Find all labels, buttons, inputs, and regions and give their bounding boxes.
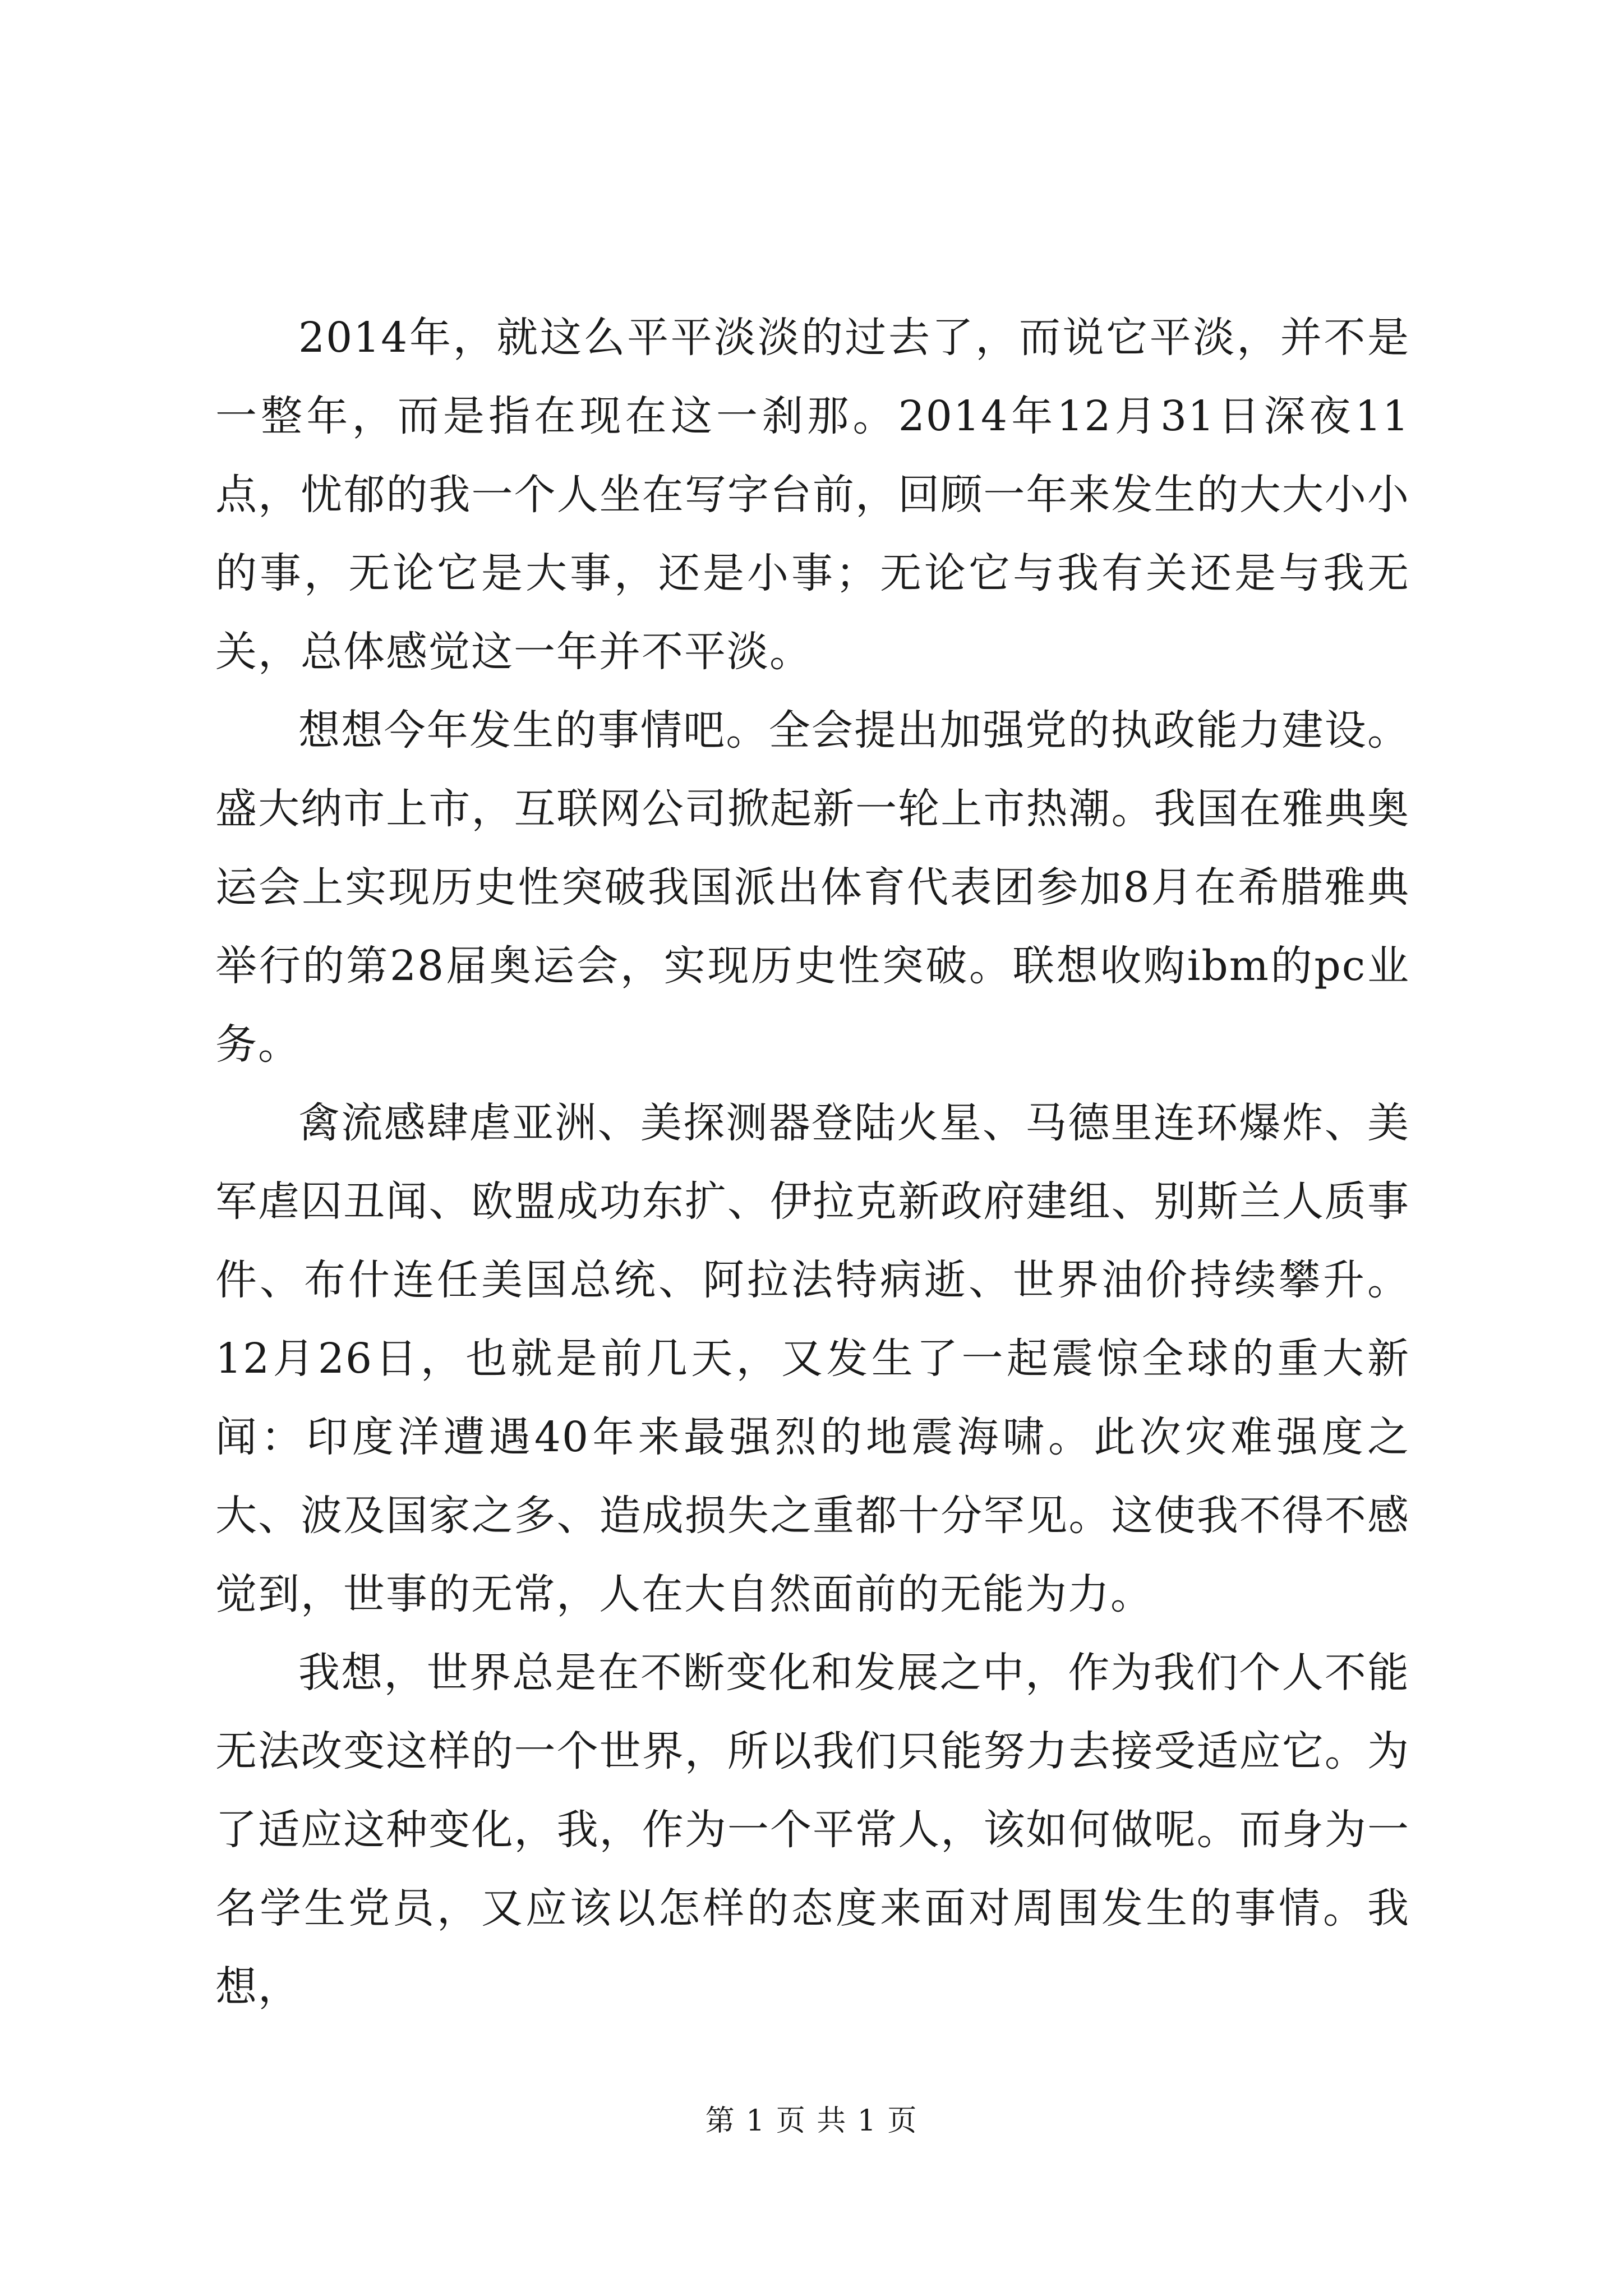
paragraph-1: 2014年，就这么平平淡淡的过去了，而说它平淡，并不是一整年，而是指在现在这一刹那。2014年12月31日深夜11点，忧郁的我一个人坐在写字台前，回顾一年来发生的大大小小的事，无论它是大事，还是小事；无论它与我有关还是与我无关，总体感觉这一年并不平淡。 [215, 314, 1410, 676]
page-footer: 第 1 页 共 1 页 [705, 2104, 918, 2138]
paragraph-4: 我想，世界总是在不断变化和发展之中，作为我们个人不能无法改变这样的一个世界，所以我们只能努力去接受适应它。为了适应这种变化，我，作为一个平常人，该如何做呢。而身为一名学生党员，又应该以怎样的态度来面对周围发生的事情。我想， [215, 1649, 1410, 2011]
paragraph-2: 想想今年发生的事情吧。全会提出加强党的执政能力建设。盛大纳市上市，互联网公司掀起新一轮上市热潮。我国在雅典奥运会上实现历史性突破我国派出体育代表团参加8月在希腊雅典举行的第28届奥运会，实现历史性突破。联想收购ibm的pc业务。 [215, 706, 1410, 1069]
document-body [215, 298, 1410, 2026]
paragraph-3: 禽流感肆虐亚洲、美探测器登陆火星、马德里连环爆炸、美军虐囚丑闻、欧盟成功东扩、伊拉克新政府建组、别斯兰人质事件、布什连任美国总统、阿拉法特病逝、世界油价持续攀升。12月26日，也就是前几天，又发生了一起震惊全球的重大新闻：印度洋遭遇40年来最强烈的地震海啸。此次灾难强度之大、波及国家之多、造成损失之重都十分罕见。这使我不得不感觉到，世事的无常，人在大自然面前的无能为力。 [215, 1099, 1410, 1618]
